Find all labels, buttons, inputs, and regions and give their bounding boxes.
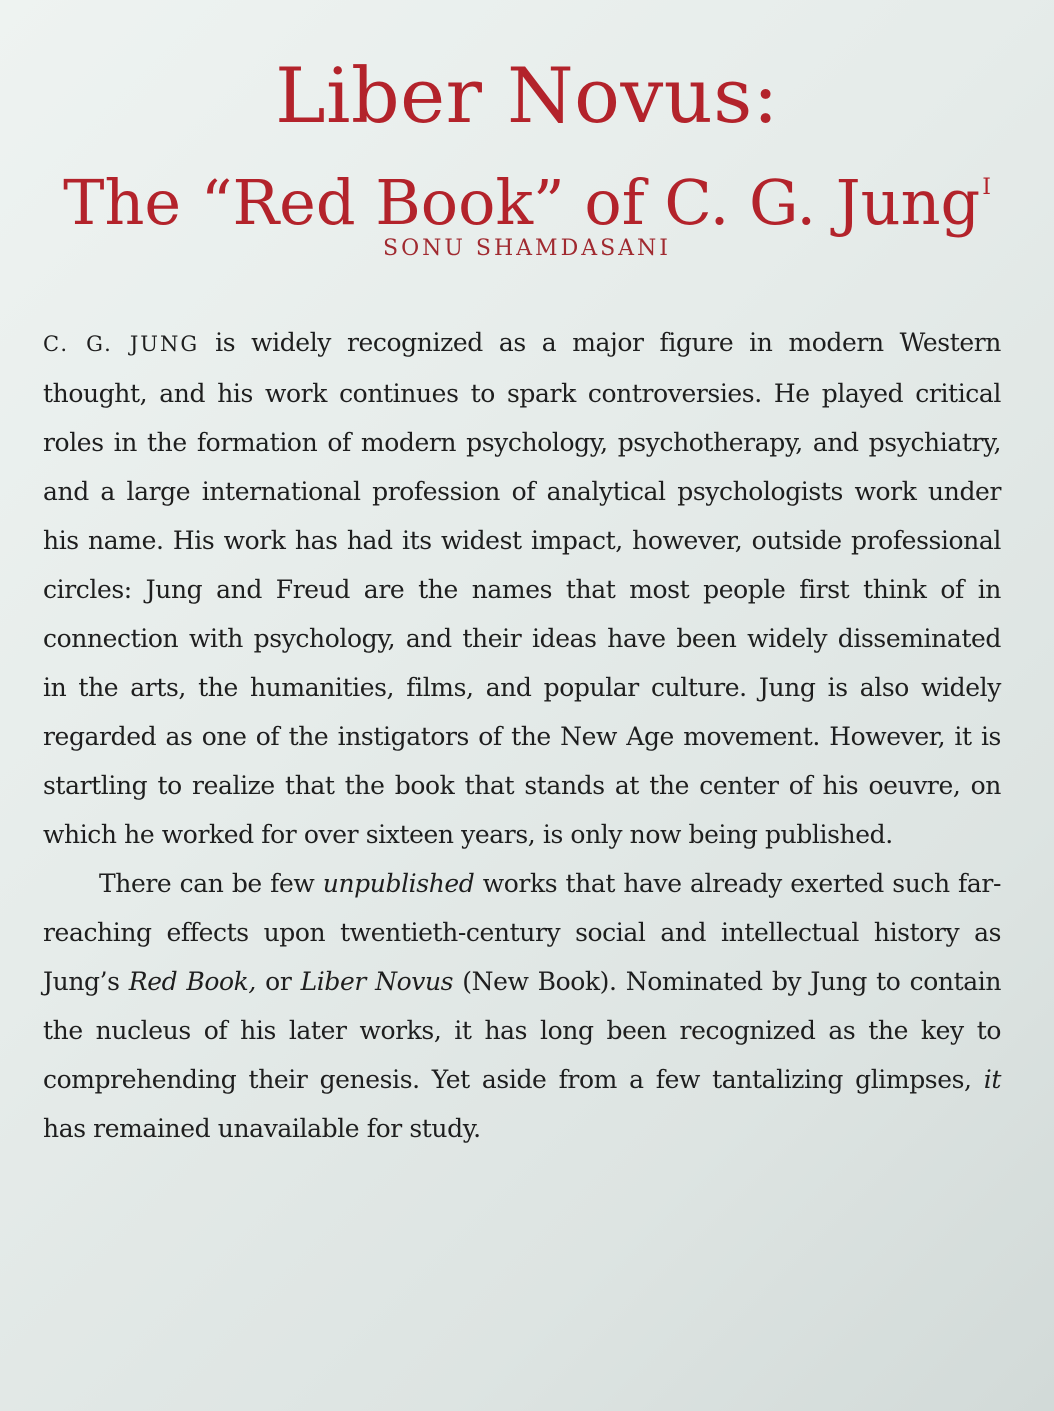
lead-in-smallcaps: C. G. JUNG (43, 332, 200, 356)
paragraph-1 (43, 318, 1001, 859)
italic-it: it (983, 1065, 1001, 1094)
title-text-2: The “Red Book” of C. G. Jung (63, 166, 981, 239)
italic-liber-novus: Liber Novus (300, 967, 454, 996)
paragraph-2-text-5: has remained unavailable for study. (43, 1114, 481, 1143)
title-line-2 (0, 148, 1054, 243)
title-text-1: Liber Novus: (275, 51, 779, 140)
paragraph-2-text-1: There can be few (99, 869, 323, 898)
italic-red-book: Red Book, (128, 967, 256, 996)
paragraph-1-text: is widely recognized as a major figure in modern Western thought, and his work continues to spark controversies. He played critical roles in the formation of modern psychology, psychotherapy, and psychiatry, and a large international profession of analytical psychologists work under his name. His work has had its widest impact, however, outside professional circles: Jung and Freud are the names that most people first think of in connection with psychology, and their ideas have been widely disseminated in the arts, the humanities, films, and popular culture. Jung is also widely regarded as one of the instigators of the New Age movement. However, it is startling to realize that the book that stands at the center of his oeuvre, on which he worked for over sixteen years, is only now being published. (43, 328, 1001, 849)
paragraph-2-text-4: (New Book). Nominated by Jung to contain the nucleus of his later works, it has long been recognized as the key to comprehending their genesis. Yet aside from a few tantalizing glimpses, (43, 967, 1002, 1094)
body-text (43, 318, 1001, 1153)
paragraph-2 (43, 859, 1001, 1153)
title-line-1 (0, 48, 1054, 144)
paragraph-2-text-3: or (255, 967, 301, 996)
footnote-mark: I (982, 175, 991, 200)
italic-unpublished: unpublished (322, 869, 475, 898)
paragraph-2-text-2: works that have already exerted such far-reaching effects upon twentieth-century social and intellectual history as Jung’s (43, 869, 1001, 996)
author-name: SONU SHAMDASANI (383, 236, 671, 261)
